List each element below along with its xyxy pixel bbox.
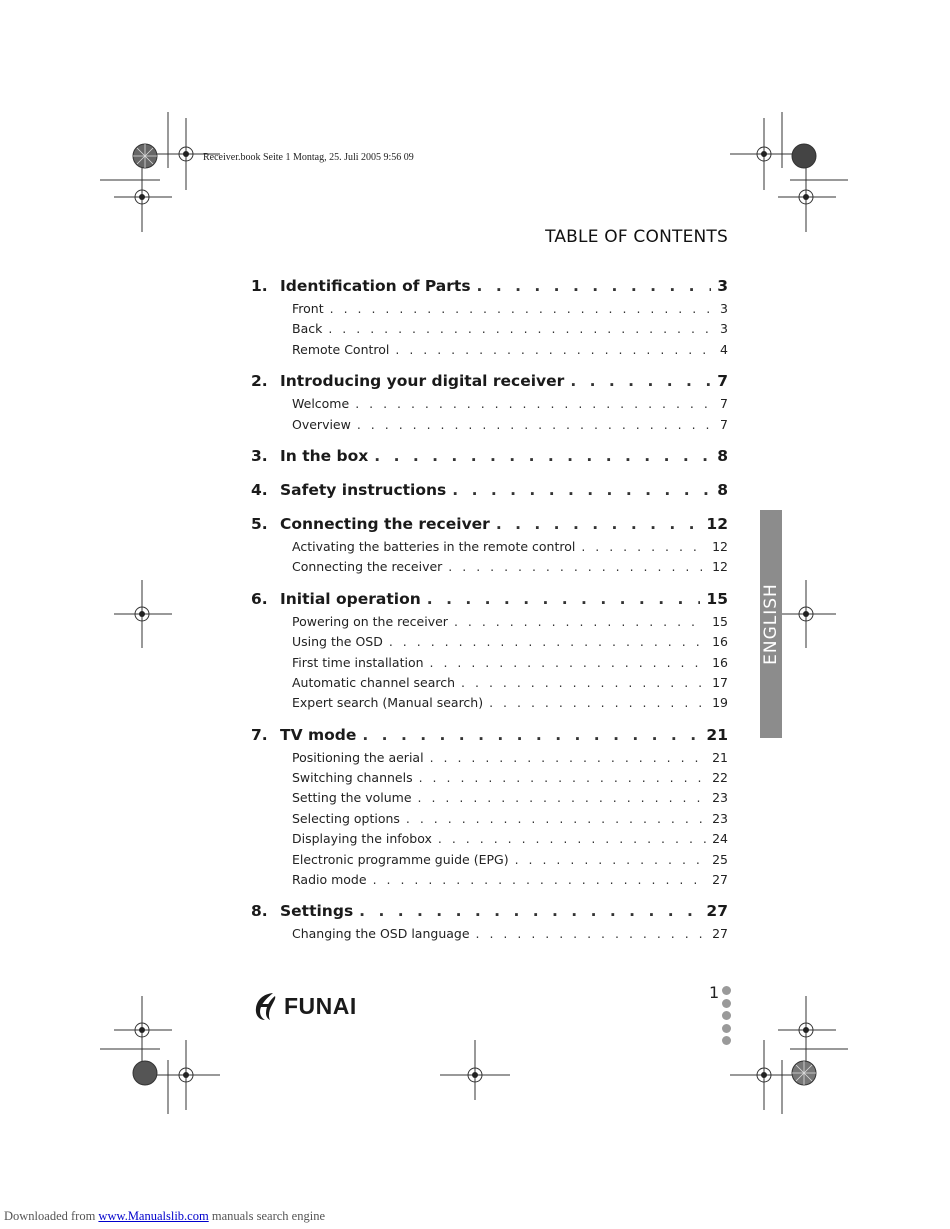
toc-section [251, 447, 728, 471]
footer-prefix: Downloaded from [4, 1209, 99, 1223]
toc-entry-row[interactable] [251, 852, 728, 872]
toc-chapter-row[interactable] [251, 902, 728, 926]
toc-entry-row[interactable] [251, 675, 728, 695]
entry-page: 4 [720, 341, 728, 357]
toc-section [251, 372, 728, 437]
dot-leader [359, 902, 700, 920]
chapter-page: 15 [706, 589, 728, 608]
entry-title: Expert search (Manual search) [292, 695, 484, 711]
entry-page: 23 [712, 790, 728, 806]
chapter-page: 12 [706, 514, 728, 533]
entry-title: Overview [292, 416, 351, 432]
entry-title: Positioning the aerial [292, 749, 424, 765]
entry-title: Remote Control [292, 341, 390, 357]
toc-chapter-row[interactable] [251, 372, 728, 396]
chapter-number: 4. [251, 480, 268, 499]
entry-page: 7 [720, 416, 728, 432]
page-number: 1 [709, 983, 720, 1002]
dot-leader [515, 852, 707, 867]
entry-page: 23 [712, 810, 728, 826]
toc-entry-row[interactable] [251, 342, 728, 362]
chapter-title: Initial operation [280, 589, 421, 608]
dot-leader [427, 590, 701, 608]
dot-leader [357, 417, 714, 432]
chapter-number: 5. [251, 514, 268, 533]
dot-leader [406, 811, 706, 826]
dot-leader [395, 342, 714, 357]
entry-title: Switching channels [292, 770, 413, 786]
dot-leader [328, 321, 714, 336]
entry-page: 3 [720, 301, 728, 316]
toc-entry-row[interactable] [251, 614, 728, 634]
toc-entry-row[interactable] [251, 872, 728, 892]
entry-title: Displaying the infobox [292, 831, 432, 847]
toc-section [251, 277, 728, 362]
chapter-title: Connecting the receiver [280, 514, 490, 533]
table-of-contents [251, 277, 728, 957]
entry-title: Powering on the receiver [292, 613, 448, 629]
dot-leader [430, 750, 707, 765]
dot-leader [330, 301, 714, 316]
chapter-title: Identification of Parts [280, 277, 471, 295]
entry-title: First time installation [292, 654, 424, 670]
toc-section [251, 902, 728, 946]
toc-entry-row[interactable] [251, 811, 728, 831]
toc-section [251, 590, 728, 716]
chapter-page: 8 [717, 480, 728, 499]
toc-entry-row[interactable] [251, 655, 728, 675]
toc-entry-row[interactable] [251, 634, 728, 654]
entry-title: Welcome [292, 396, 350, 412]
dot-leader [570, 372, 711, 390]
entry-page: 24 [712, 831, 728, 847]
dot-leader [461, 675, 706, 690]
entry-page: 15 [712, 613, 728, 629]
chapter-number: 3. [251, 446, 268, 465]
entry-title: Using the OSD [292, 634, 383, 650]
dot-leader [438, 831, 706, 846]
toc-entry-row[interactable] [251, 831, 728, 851]
chapter-number: 8. [251, 902, 268, 921]
dot-leader [355, 396, 714, 411]
brand-name: FUNAI [284, 992, 357, 1019]
dot-leader [477, 277, 712, 295]
dot-leader [581, 539, 706, 554]
entry-page: 27 [712, 872, 728, 888]
entry-title: Front [292, 301, 324, 316]
chapter-title: TV mode [280, 725, 357, 744]
chapter-page: 7 [717, 372, 728, 391]
funai-swirl-logo-icon [251, 990, 281, 1022]
entry-page: 27 [712, 926, 728, 942]
toc-chapter-row[interactable] [251, 277, 728, 301]
dot-leader [430, 655, 707, 670]
toc-entry-row[interactable] [251, 790, 728, 810]
chapter-number: 1. [251, 277, 268, 295]
chapter-title: Safety instructions [280, 480, 447, 499]
dot-leader [452, 481, 711, 499]
chapter-title: Introducing your digital receiver [280, 372, 565, 391]
toc-entry-row[interactable] [251, 301, 728, 321]
entry-title: Setting the volume [292, 790, 412, 806]
toc-entry-row[interactable] [251, 396, 728, 416]
toc-entry-row[interactable] [251, 559, 728, 579]
dot-leader [489, 695, 706, 710]
entry-page: 25 [712, 851, 728, 867]
toc-section [251, 515, 728, 580]
toc-chapter-row[interactable] [251, 726, 728, 750]
dot-leader [476, 926, 707, 941]
dot-leader [362, 726, 700, 744]
entry-page: 7 [720, 396, 728, 412]
entry-title: Changing the OSD language [292, 926, 470, 942]
footer-suffix: manuals search engine [208, 1209, 325, 1223]
entry-page: 12 [712, 559, 728, 575]
manualslib-link[interactable]: www.Manualslib.com [98, 1209, 209, 1223]
brand-logo [251, 990, 357, 1022]
toc-entry-row[interactable] [251, 695, 728, 715]
chapter-number: 6. [251, 589, 268, 608]
toc-entry-row[interactable] [251, 770, 728, 790]
toc-chapter-row[interactable] [251, 447, 728, 471]
language-tab-label: ENGLISH [761, 583, 781, 665]
entry-title: Activating the batteries in the remote control [292, 538, 576, 554]
page-dots-decoration [722, 986, 734, 1049]
toc-entry-row[interactable] [251, 926, 728, 946]
dot-leader [374, 447, 711, 465]
toc-section [251, 726, 728, 893]
entry-title: Radio mode [292, 872, 367, 888]
dot-leader [448, 559, 706, 574]
entry-page: 21 [712, 749, 728, 765]
toc-chapter-row[interactable] [251, 590, 728, 614]
toc-title: TABLE OF CONTENTS [545, 227, 728, 247]
toc-chapter-row[interactable] [251, 515, 728, 539]
entry-page: 16 [712, 634, 728, 650]
entry-page: 19 [712, 695, 728, 711]
language-tab [760, 510, 782, 738]
print-info-header: Receiver.book Seite 1 Montag, 25. Juli 2005 9:56 09 [203, 152, 414, 163]
chapter-page: 27 [706, 902, 728, 921]
entry-page: 22 [712, 770, 728, 786]
entry-title: Back [292, 321, 323, 337]
dot-leader [496, 515, 701, 533]
chapter-number: 2. [251, 372, 268, 391]
download-footer [4, 1209, 325, 1224]
entry-title: Connecting the receiver [292, 559, 443, 575]
toc-entry-row[interactable] [251, 750, 728, 770]
entry-title: Selecting options [292, 810, 400, 826]
entry-page: 3 [720, 321, 728, 337]
dot-leader [418, 790, 707, 805]
chapter-page: 3 [717, 277, 728, 295]
chapter-number: 7. [251, 725, 268, 744]
toc-entry-row[interactable] [251, 321, 728, 341]
toc-chapter-row[interactable] [251, 481, 728, 505]
entry-page: 17 [712, 674, 728, 690]
chapter-title: In the box [280, 446, 369, 465]
dot-leader [373, 872, 707, 887]
entry-title: Electronic programme guide (EPG) [292, 851, 509, 867]
toc-entry-row[interactable] [251, 539, 728, 559]
dot-leader [389, 634, 706, 649]
chapter-title: Settings [280, 902, 354, 921]
dot-leader [419, 770, 706, 785]
dot-leader [454, 614, 706, 629]
toc-section [251, 481, 728, 505]
entry-title: Automatic channel search [292, 674, 456, 690]
entry-page: 16 [712, 654, 728, 670]
toc-entry-row[interactable] [251, 417, 728, 437]
entry-page: 12 [712, 538, 728, 554]
chapter-page: 21 [706, 725, 728, 744]
chapter-page: 8 [717, 446, 728, 465]
